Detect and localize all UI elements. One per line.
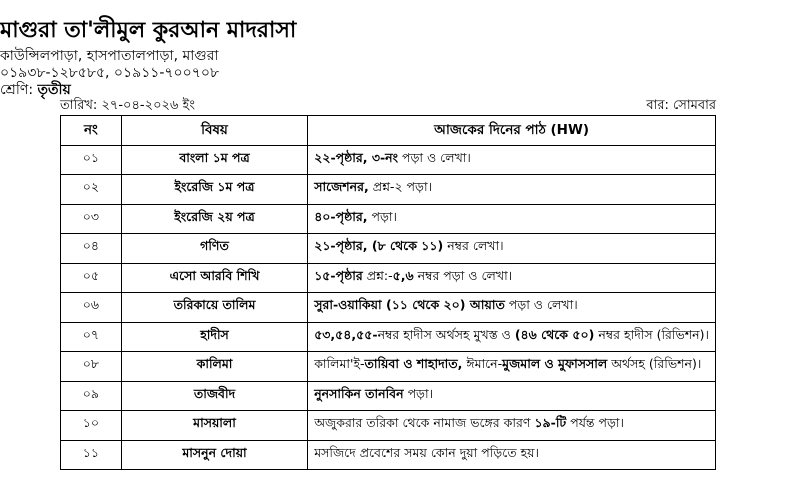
homework-text-segment: (৪৬ থেকে ৫০) [514,326,595,342]
row-subject: তরিকায়ে তালিম [121,293,307,323]
homework-text-segment: পর্যন্ত পড়া। [566,415,625,431]
table-row [61,145,716,175]
table-row [61,293,716,323]
homework-text-segment: ঈমানে- [462,356,503,372]
homework-text-segment: অজুকরার তরিকা থেকে নামাজ ভঙ্গের কারণ [314,415,535,431]
table-row [61,322,716,352]
homework-text-segment: ৪০-পৃষ্ঠার, [314,208,368,224]
homework-text-segment: কালিমা'ই- [314,356,365,372]
homework-text-segment: সুরা-ওয়াকিয়া (১১ থেকে ২০) আয়াত [314,297,505,313]
row-homework [308,322,716,352]
row-subject: গণিত [121,234,307,264]
row-subject: হাদীস [121,322,307,352]
row-homework [308,352,716,382]
row-number: ০৫ [61,263,122,293]
table-row [61,352,716,382]
table-header-row [61,116,716,146]
row-subject: কালিমা [121,352,307,382]
homework-text-segment: নম্বর হাদীস (রিভিশন)। [594,326,709,342]
row-number: ০৪ [61,234,122,264]
row-subject: মাসনুন দোয়া [121,440,307,470]
homework-text-segment: পড়া। [367,208,397,224]
row-homework [308,411,716,441]
table-row [61,204,716,234]
row-subject: এসো আরবি শিখি [121,263,307,293]
institution-phone: ০১৯৩৮-১২৮৫৮৫, ০১৯১১-৭০০৭০৮ [0,65,220,81]
row-homework [308,234,716,264]
homework-text-segment: পড়া ও লেখা। [504,297,578,313]
row-subject: ইংরেজি ২য় পত্র [121,204,307,234]
homework-text-segment: অর্থসহ (রিভিশন)। [607,356,702,372]
homework-text-segment: ১৫-পৃষ্ঠার [314,267,363,283]
homework-text-segment: ২২-পৃষ্ঠার, ৩-নং [314,149,399,165]
homework-text-segment: ৫৩,৫৪,৫৫- [314,326,378,342]
row-number: ০৯ [61,381,122,411]
row-number: ০২ [61,175,122,205]
class-line [0,82,792,99]
row-homework [308,440,716,470]
table-row [61,175,716,205]
row-number: ০৭ [61,322,122,352]
homework-text-segment: তায়িবা ও শাহাদাত, [364,356,463,372]
col-header-no: নং [61,116,122,146]
homework-text-segment: মুজমাল ও মুফাসসাল [502,356,608,372]
row-number: ০৬ [61,293,122,323]
row-homework [308,175,716,205]
homework-text-segment: ২১-পৃষ্ঠার, (৮ থেকে ১১) [314,238,444,254]
homework-text-segment: মসজিদে প্রবেশের সময় কোন দুয়া পড়িতে হয়। [314,444,539,460]
table-row [61,411,716,441]
class-label: শ্রেণি: [0,82,34,98]
row-number: ১১ [61,440,122,470]
row-homework [308,381,716,411]
row-homework [308,145,716,175]
date-label: তারিখ: ২৭-০৪-২০২৬ ইং [60,98,195,113]
col-header-homework: আজকের দিনের পাঠ (HW) [308,116,716,146]
class-value: তৃতীয় [37,82,71,98]
row-number: ০৮ [61,352,122,382]
table-row [61,234,716,264]
row-subject: বাংলা ১ম পত্র [121,145,307,175]
homework-text-segment: নম্বর লেখা। [443,238,504,254]
homework-text-segment: ১৯-টি [534,415,567,431]
table-row [61,381,716,411]
row-homework [308,263,716,293]
row-number: ০৩ [61,204,122,234]
homework-text-segment: প্রশ্ন-২ পড়া। [368,179,433,195]
institution-title: মাগুরা তা'লীমুল কুরআন মাদরাসা [0,18,297,43]
homework-text-segment: নম্বর পড়া ও লেখা। [413,267,513,283]
row-subject: মাসয়ালা [121,411,307,441]
homework-text-segment: পড়া। [403,385,434,401]
day-label: বার: সোমবার [646,98,716,113]
row-number: ০১ [61,145,122,175]
table-row [61,263,716,293]
homework-text-segment: নম্বর হাদীস অর্থসহ মুখস্ত ও [377,326,515,342]
homework-text-segment: প্রশ্ন:- [362,267,393,283]
row-subject: তাজবীদ [121,381,307,411]
col-header-subject: বিষয় [121,116,307,146]
homework-text-segment: নুনসাকিন তানবিন [314,385,404,401]
row-homework [308,293,716,323]
homework-table [60,115,716,470]
row-subject: ইংরেজি ১ম পত্র [121,175,307,205]
row-homework [308,204,716,234]
homework-text-segment: সাজেশনর, [314,179,369,195]
homework-text-segment: পড়া ও লেখা। [398,149,471,165]
row-number: ১০ [61,411,122,441]
homework-text-segment: ৫,৬ [392,267,414,283]
table-row [61,440,716,470]
institution-address: কাউন্সিলপাড়া, হাসপাতালপাড়া, মাগুরা [0,48,219,64]
